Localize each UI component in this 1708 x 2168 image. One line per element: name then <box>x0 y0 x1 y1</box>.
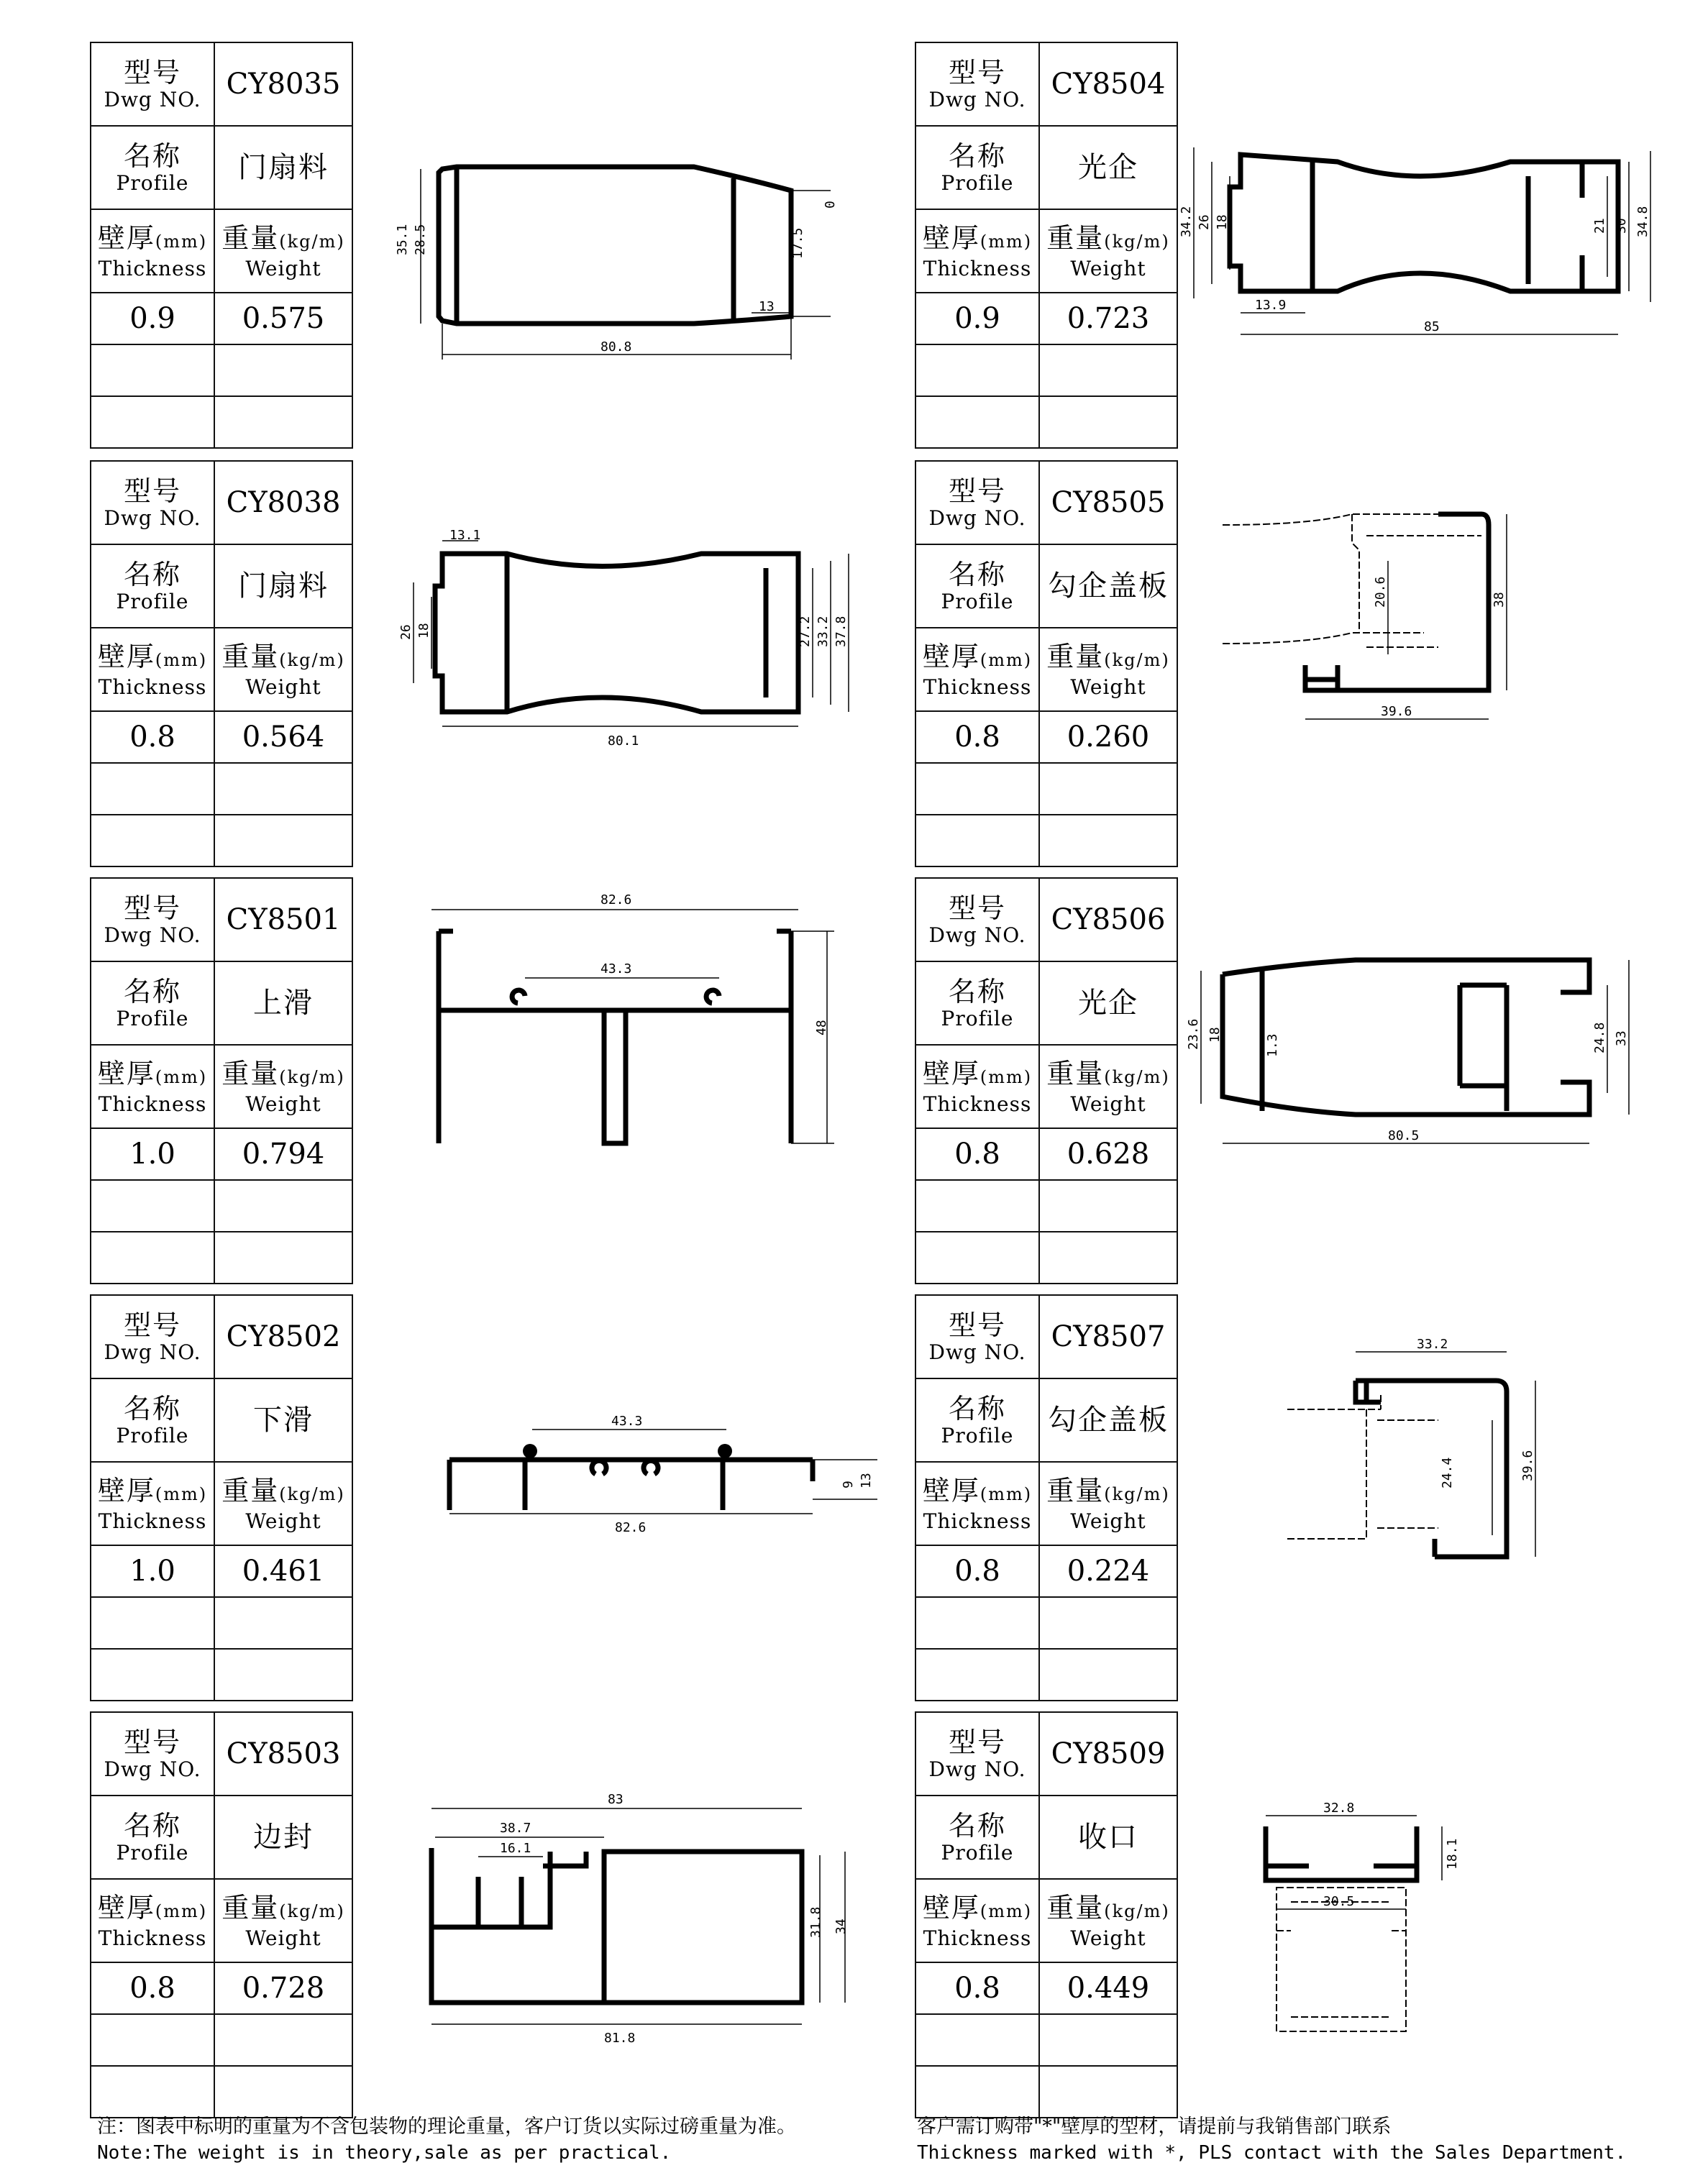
drawing-cy8035 <box>395 151 859 367</box>
weight-value: 0.723 <box>1039 293 1177 344</box>
dim-label: 30.5 <box>1323 1894 1355 1909</box>
drawing-cy8506 <box>1187 942 1661 1172</box>
empty-cell <box>214 1597 352 1649</box>
empty-cell <box>915 1180 1039 1232</box>
dim-label: 33 <box>1614 1030 1629 1046</box>
model-value: CY8506 <box>1039 878 1177 961</box>
dim-label: 18.1 <box>1445 1838 1460 1870</box>
dim-label: 43.3 <box>600 961 632 976</box>
dim-label: 13.1 <box>449 528 481 543</box>
empty-cell <box>91 2014 214 2066</box>
weight-value: 0.224 <box>1039 1545 1177 1597</box>
empty-cell <box>915 815 1039 866</box>
spec-table <box>90 460 353 867</box>
model-label: 型号 Dwg NO. <box>91 1295 214 1378</box>
dim-label: 35.1 <box>395 224 410 255</box>
model-value: CY8507 <box>1039 1295 1177 1378</box>
spec-table <box>915 1711 1178 2118</box>
note-cn: 注：图表中标明的重量为不含包装物的理论重量，客户订货以实际过磅重量为准。 <box>97 2116 796 2138</box>
model-value: CY8038 <box>214 461 352 544</box>
dim-label: 80.8 <box>600 339 632 355</box>
spec-card-cy8502 <box>90 1294 352 1701</box>
empty-cell <box>214 763 352 815</box>
thickness-label: 壁厚(mm) Thickness <box>915 1462 1039 1545</box>
name-value: 下滑 <box>214 1378 352 1462</box>
spec-card-cy8507 <box>915 1294 1177 1701</box>
empty-cell <box>1039 344 1177 396</box>
model-label: 型号 Dwg NO. <box>915 1712 1039 1796</box>
spec-table <box>90 1711 353 2118</box>
model-value: CY8509 <box>1039 1712 1177 1796</box>
weight-value: 0.728 <box>214 1962 352 2014</box>
empty-cell <box>214 1180 352 1232</box>
spec-table <box>90 42 353 449</box>
thickness-label: 壁厚(mm) Thickness <box>915 1879 1039 1962</box>
name-value: 门扇料 <box>214 544 352 628</box>
weight-label: 重量(kg/m) Weight <box>214 1879 352 1962</box>
model-label: 型号 Dwg NO. <box>91 42 214 126</box>
thickness-value: 1.0 <box>91 1128 214 1180</box>
dim-label: 24.4 <box>1440 1457 1455 1488</box>
empty-cell <box>214 2014 352 2066</box>
dim-label: 38 <box>1492 592 1507 608</box>
dim-label: 32.8 <box>1323 1801 1355 1816</box>
dim-label: 43.3 <box>611 1414 643 1429</box>
name-value: 收口 <box>1039 1796 1177 1879</box>
model-label: 型号 Dwg NO. <box>91 878 214 961</box>
weight-value: 0.794 <box>214 1128 352 1180</box>
thickness-label: 壁厚(mm) Thickness <box>91 1462 214 1545</box>
spec-table <box>90 1294 353 1701</box>
empty-cell <box>91 344 214 396</box>
footer-note-right <box>917 2114 1626 2166</box>
weight-label: 重量(kg/m) Weight <box>214 1462 352 1545</box>
dim-label: 20.6 <box>1373 576 1388 608</box>
thickness-label: 壁厚(mm) Thickness <box>915 628 1039 711</box>
drawing-cy8503 <box>421 1783 881 2049</box>
dim-label: 13 <box>859 1473 874 1488</box>
empty-cell <box>1039 1649 1177 1701</box>
empty-cell <box>1039 763 1177 815</box>
spec-card-cy8505 <box>915 460 1177 867</box>
model-value: CY8504 <box>1039 42 1177 126</box>
model-label: 型号 Dwg NO. <box>91 461 214 544</box>
empty-cell <box>1039 2014 1177 2066</box>
dim-label: 18 <box>1207 1027 1223 1043</box>
thickness-value: 0.8 <box>915 1128 1039 1180</box>
drawing-cy8509 <box>1251 1801 1496 2053</box>
weight-label: 重量(kg/m) Weight <box>214 209 352 293</box>
thickness-label: 壁厚(mm) Thickness <box>915 209 1039 293</box>
empty-cell <box>1039 396 1177 448</box>
drawing-cy8507 <box>1287 1319 1597 1564</box>
spec-card-cy8501 <box>90 877 352 1284</box>
thickness-label: 壁厚(mm) Thickness <box>91 628 214 711</box>
empty-cell <box>214 1649 352 1701</box>
empty-cell <box>915 1649 1039 1701</box>
spec-card-cy8035 <box>90 42 352 449</box>
weight-value: 0.575 <box>214 293 352 344</box>
drawing-cy8502 <box>431 1409 892 1546</box>
thickness-label: 壁厚(mm) Thickness <box>91 209 214 293</box>
empty-cell <box>91 1180 214 1232</box>
empty-cell <box>91 815 214 866</box>
empty-cell <box>915 2066 1039 2118</box>
thickness-value: 0.8 <box>915 711 1039 763</box>
dim-label: 81.8 <box>604 2031 636 2046</box>
spec-card-cy8506 <box>915 877 1177 1284</box>
weight-value: 0.461 <box>214 1545 352 1597</box>
dim-label: 82.6 <box>615 1520 647 1535</box>
dim-label: 26 <box>398 624 414 640</box>
name-value: 光企 <box>1039 961 1177 1045</box>
model-value: CY8501 <box>214 878 352 961</box>
model-value: CY8035 <box>214 42 352 126</box>
weight-value: 0.449 <box>1039 1962 1177 2014</box>
weight-label: 重量(kg/m) Weight <box>1039 1462 1177 1545</box>
name-value: 勾企盖板 <box>1039 544 1177 628</box>
dim-label: 85 <box>1424 319 1440 334</box>
empty-cell <box>1039 1232 1177 1284</box>
dim-label: 33.2 <box>816 616 831 647</box>
name-label: 名称 Profile <box>915 1796 1039 1879</box>
thickness-label: 壁厚(mm) Thickness <box>91 1879 214 1962</box>
dim-label: 17.5 <box>790 227 805 259</box>
empty-cell <box>214 815 352 866</box>
dim-label: 27.2 <box>798 616 813 647</box>
empty-cell <box>214 2066 352 2118</box>
dim-label: 26 <box>1197 214 1212 230</box>
name-label: 名称 Profile <box>915 126 1039 209</box>
name-label: 名称 Profile <box>915 961 1039 1045</box>
empty-cell <box>915 763 1039 815</box>
name-label: 名称 Profile <box>915 544 1039 628</box>
dim-label: 37.8 <box>834 616 849 647</box>
note-en: Note:The weight is in theory,sale as per practical. <box>97 2142 672 2164</box>
dim-label: 0 <box>823 201 838 209</box>
weight-value: 0.628 <box>1039 1128 1177 1180</box>
drawing-cy8504 <box>1179 133 1683 349</box>
dim-label: 24.8 <box>1592 1022 1607 1053</box>
drawing-cy8038 <box>398 528 859 762</box>
dim-label: 34 <box>834 1918 849 1934</box>
dim-label: 34.8 <box>1635 206 1650 237</box>
spec-table <box>915 877 1178 1284</box>
spec-table <box>90 877 353 1284</box>
dim-label: 83 <box>608 1792 624 1807</box>
empty-cell <box>91 1649 214 1701</box>
empty-cell <box>915 396 1039 448</box>
empty-cell <box>915 2014 1039 2066</box>
spec-table <box>915 1294 1178 1701</box>
model-label: 型号 Dwg NO. <box>91 1712 214 1796</box>
dim-label: 18 <box>1215 214 1230 230</box>
dim-label: 30 <box>1614 218 1629 234</box>
dim-label: 13 <box>759 299 775 314</box>
name-value: 边封 <box>214 1796 352 1879</box>
dim-label: 16.1 <box>500 1841 531 1856</box>
spec-card-cy8509 <box>915 1711 1177 2118</box>
dim-label: 18 <box>416 623 431 639</box>
thickness-value: 0.9 <box>915 293 1039 344</box>
weight-label: 重量(kg/m) Weight <box>1039 1879 1177 1962</box>
empty-cell <box>214 1232 352 1284</box>
thickness-label: 壁厚(mm) Thickness <box>91 1045 214 1128</box>
model-label: 型号 Dwg NO. <box>915 461 1039 544</box>
dim-label: 13.9 <box>1255 298 1287 313</box>
name-value: 门扇料 <box>214 126 352 209</box>
dim-label: 1.3 <box>1265 1033 1280 1057</box>
thickness-value: 1.0 <box>91 1545 214 1597</box>
thickness-value: 0.8 <box>91 711 214 763</box>
model-label: 型号 Dwg NO. <box>915 1295 1039 1378</box>
weight-label: 重量(kg/m) Weight <box>1039 1045 1177 1128</box>
spec-table <box>915 460 1178 867</box>
spec-table <box>915 42 1178 449</box>
name-label: 名称 Profile <box>91 1796 214 1879</box>
weight-label: 重量(kg/m) Weight <box>214 628 352 711</box>
spec-card-cy8503 <box>90 1711 352 2118</box>
model-label: 型号 Dwg NO. <box>915 42 1039 126</box>
name-label: 名称 Profile <box>91 544 214 628</box>
dim-label: 38.7 <box>500 1821 531 1836</box>
weight-value: 0.260 <box>1039 711 1177 763</box>
thickness-value: 0.8 <box>91 1962 214 2014</box>
model-value: CY8505 <box>1039 461 1177 544</box>
dim-label: 21 <box>1592 218 1607 234</box>
model-value: CY8503 <box>214 1712 352 1796</box>
dim-label: 80.5 <box>1388 1128 1420 1143</box>
thickness-label: 壁厚(mm) Thickness <box>915 1045 1039 1128</box>
drawing-cy8501 <box>417 888 877 1154</box>
right-note-en: Thickness marked with *, PLS contact with the Sales Department. <box>917 2142 1627 2164</box>
name-label: 名称 Profile <box>91 1378 214 1462</box>
model-value: CY8502 <box>214 1295 352 1378</box>
empty-cell <box>91 1232 214 1284</box>
spec-card-cy8038 <box>90 460 352 867</box>
empty-cell <box>91 763 214 815</box>
dim-label: 31.8 <box>808 1906 823 1938</box>
dim-label: 82.6 <box>600 892 632 907</box>
empty-cell <box>1039 815 1177 866</box>
name-value: 光企 <box>1039 126 1177 209</box>
empty-cell <box>915 344 1039 396</box>
drawing-cy8505 <box>1223 511 1568 733</box>
weight-label: 重量(kg/m) Weight <box>1039 628 1177 711</box>
dim-label: 9 <box>841 1481 856 1488</box>
weight-label: 重量(kg/m) Weight <box>1039 209 1177 293</box>
dim-label: 39.6 <box>1520 1450 1535 1481</box>
model-label: 型号 Dwg NO. <box>915 878 1039 961</box>
weight-label: 重量(kg/m) Weight <box>214 1045 352 1128</box>
empty-cell <box>91 1597 214 1649</box>
spec-card-cy8504 <box>915 42 1177 449</box>
right-note-cn: 客户需订购带"*"壁厚的型材，请提前与我销售部门联系 <box>917 2116 1392 2138</box>
empty-cell <box>915 1597 1039 1649</box>
dim-label: 48 <box>814 1020 829 1035</box>
dim-label: 34.2 <box>1179 206 1194 237</box>
empty-cell <box>214 396 352 448</box>
empty-cell <box>1039 1180 1177 1232</box>
empty-cell <box>91 2066 214 2118</box>
thickness-value: 0.8 <box>915 1962 1039 2014</box>
dim-label: 33.2 <box>1417 1337 1448 1352</box>
dim-label: 28.5 <box>413 224 428 255</box>
thickness-value: 0.8 <box>915 1545 1039 1597</box>
dim-label: 80.1 <box>608 733 639 749</box>
name-label: 名称 Profile <box>915 1378 1039 1462</box>
name-label: 名称 Profile <box>91 126 214 209</box>
empty-cell <box>915 1232 1039 1284</box>
empty-cell <box>1039 2066 1177 2118</box>
dim-label: 39.6 <box>1381 704 1412 719</box>
weight-value: 0.564 <box>214 711 352 763</box>
footer-note-left <box>97 2114 796 2166</box>
name-value: 上滑 <box>214 961 352 1045</box>
dim-label: 23.6 <box>1186 1018 1201 1050</box>
name-value: 勾企盖板 <box>1039 1378 1177 1462</box>
empty-cell <box>91 396 214 448</box>
empty-cell <box>214 344 352 396</box>
thickness-value: 0.9 <box>91 293 214 344</box>
empty-cell <box>1039 1597 1177 1649</box>
name-label: 名称 Profile <box>91 961 214 1045</box>
